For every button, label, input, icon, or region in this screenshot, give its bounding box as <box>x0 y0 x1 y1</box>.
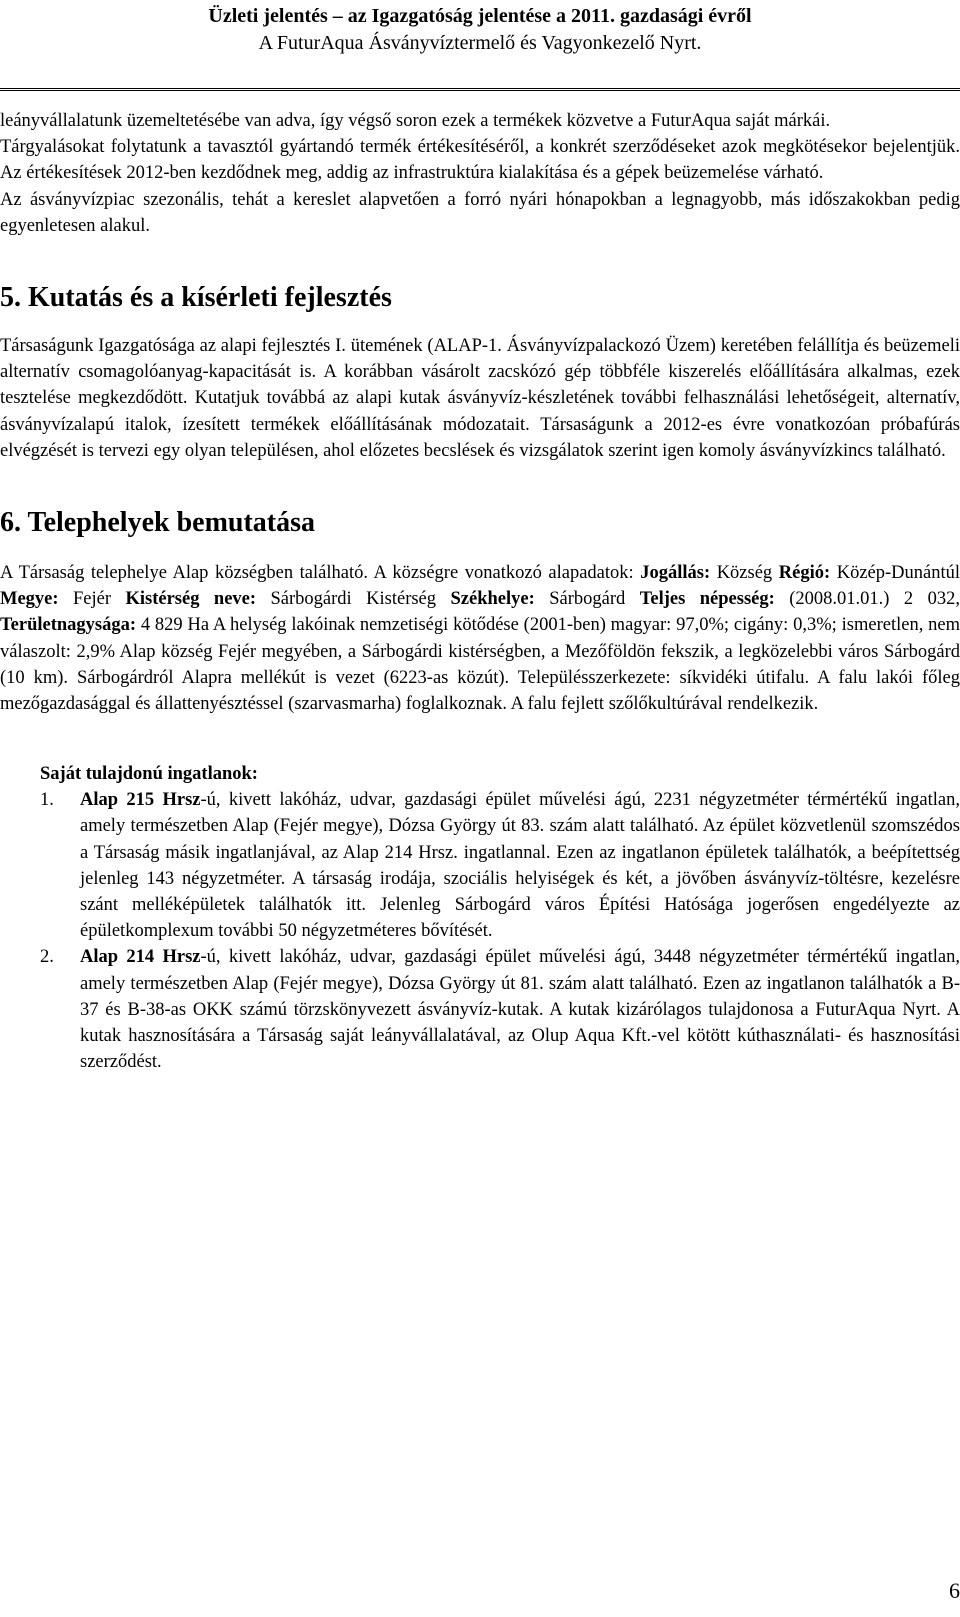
value-jogallas: Község <box>710 563 779 584</box>
label-kisterseg: Kistérség neve: <box>125 589 257 610</box>
list-item-text: -ú, kivett lakóház, udvar, gazdasági épület művelési ágú, 2231 négyzetméter térmértékű ingatlan, amely természetben Alap (Fejér megye), Dózsa György út 83. szám alatt található. Az épület közvetlenül szomszédos a Társaság másik ingatlanjával, az Alap 214 Hrsz. ingatlannal. Ezen az ingatlanon épületek találhatók, a beépítettség jelenleg 143 négyzetméter. A társaság irodája, szociális helyiségek és két, a jövőben ásványvíz-töltésre, kezelésre szánt melléképületek találhatók itt. Jelenleg Sárbogárd város Építési Hatósága jogerősen engedélyezte az épületkomplexum további 50 négyzetméteres bővítését. <box>80 790 960 942</box>
list-item <box>40 787 960 944</box>
label-szekhely: Székhelye: <box>450 589 535 610</box>
header-company: A FuturAqua Ásványvíztermelő és Vagyonkezelő Nyrt. <box>258 32 702 54</box>
value-regio: Közép-Dunántúl <box>830 563 960 584</box>
list-item-number: 2. <box>40 947 54 968</box>
section-6-heading: 6. Telephelyek bemutatása <box>0 507 316 539</box>
section-6-body <box>0 560 960 717</box>
section-6-intro: A Társaság telephelye Alap községben található. A községre vonatkozó alapadatok: <box>0 563 641 584</box>
header-title: Üzleti jelentés – az Igazgatóság jelentése a 2011. gazdasági évről <box>208 5 752 27</box>
label-jogallas: Jogállás: <box>640 563 711 584</box>
value-kisterseg: Sárbogárdi Kistérség <box>256 589 451 610</box>
page-header <box>0 2 960 56</box>
value-szekhely: Sárbogárd <box>534 589 640 610</box>
list-item-text: -ú, kivett lakóház, udvar, gazdasági épület művelési ágú, 3448 négyzetméter térmértékű ingatlan, amely természetben Alap (Fejér megye), Dózsa György út 81. szám alatt található. Ezen az ingatlanon találhatók a B-37 és B-38-as OKK számú törzskönyvezett ásványvíz-kutak. A kutak kizárólagos tulajdonosa a FuturAqua Nyrt. A kutak hasznosítására a Társaság saját leányvállalatával, az Olup Aqua Kft.-vel kötött kúthasználati- és hasznosítási szerződést. <box>80 947 960 1073</box>
value-megye: Fejér <box>58 589 126 610</box>
label-regio: Régió: <box>778 563 831 584</box>
intro-paragraph-3: Az ásványvízpiac szezonális, tehát a kereslet alapvetően a forró nyári hónapokban a legnagyobb, más időszakokban pedig egyenletesen alakul. <box>0 189 960 236</box>
intro-paragraph-1: leányvállalatunk üzemeltetésébe van adva, így végső soron ezek a termékek közvetve a FuturAqua saját márkái. <box>0 111 831 131</box>
properties-list <box>40 787 960 1075</box>
properties-heading: Saját tulajdonú ingatlanok: <box>40 764 258 785</box>
label-terulet: Területnagysága: <box>0 615 137 636</box>
document-body <box>0 108 960 1075</box>
list-item <box>40 944 960 1075</box>
value-nepesseg: (2008.01.01.) 2 032, <box>774 589 960 610</box>
list-item-number: 1. <box>40 790 54 811</box>
label-nepesseg: Teljes népesség: <box>639 589 775 610</box>
value-terulet: 4 829 Ha A helység lakóinak nemzetiségi kötődése (2001-ben) magyar: 97,0%; cigány: 0,3%; ismeretlen, nem válaszolt: 2,9% Alap község Fejér megyében, a Sárbogárdi kistérségben, a Mezőföldön fekszik, a legközelebbi város Sárbogárd (10 km). Sárbogárdról Alapra mellékút is vezet (6223-as közút). Településszerkezete: síkvidéki útifalu. A falu lakói főleg mezőgazdasággal és állattenyésztéssel (szarvasmarha) foglalkoznak. A falu fejlett szőlőkultúrával rendelkezik. <box>0 615 960 715</box>
list-item-title: Alap 215 Hrsz <box>80 790 201 811</box>
header-divider <box>0 88 960 91</box>
intro-paragraph-2: Tárgyalásokat folytatunk a tavasztól gyártandó termék értékesítéséről, a konkrét szerződéseket azok megkötésekor bejelentjük. Az értékesítések 2012-ben kezdődnek meg, addig az infrastruktúra kialakítása és a gépek beüzemelése várható. <box>0 137 960 184</box>
label-megye: Megye: <box>0 589 59 610</box>
section-5-heading: 5. Kutatás és a kísérleti fejlesztés <box>0 282 392 314</box>
section-5-body: Társaságunk Igazgatósága az alapi fejlesztés I. ütemének (ALAP-1. Ásványvízpalackozó Üzem) keretében felállítja és beüzemeli alternatív csomagolóanyag-kapacitását is. A korábban vásárolt zacskózó gép többféle kiszerelés előállítására alkalmas, ezek tesztelése megkezdődött. Kutatjuk továbbá az alapi kutak ásványvíz-készletének további felhasználási lehetőségeit, alternatív, ásványvízalapú italok, ízesített termékek előállításának módozatait. Társaságunk a 2012-es évre vonatkozóan próbafúrás elvégzését is tervezi egy olyan településen, ahol előzetes becslések és vizsgálatok szerint igen komoly ásványvízkincs található. <box>0 336 960 461</box>
list-item-title: Alap 214 Hrsz <box>80 947 201 968</box>
page-number: 6 <box>949 1578 960 1603</box>
